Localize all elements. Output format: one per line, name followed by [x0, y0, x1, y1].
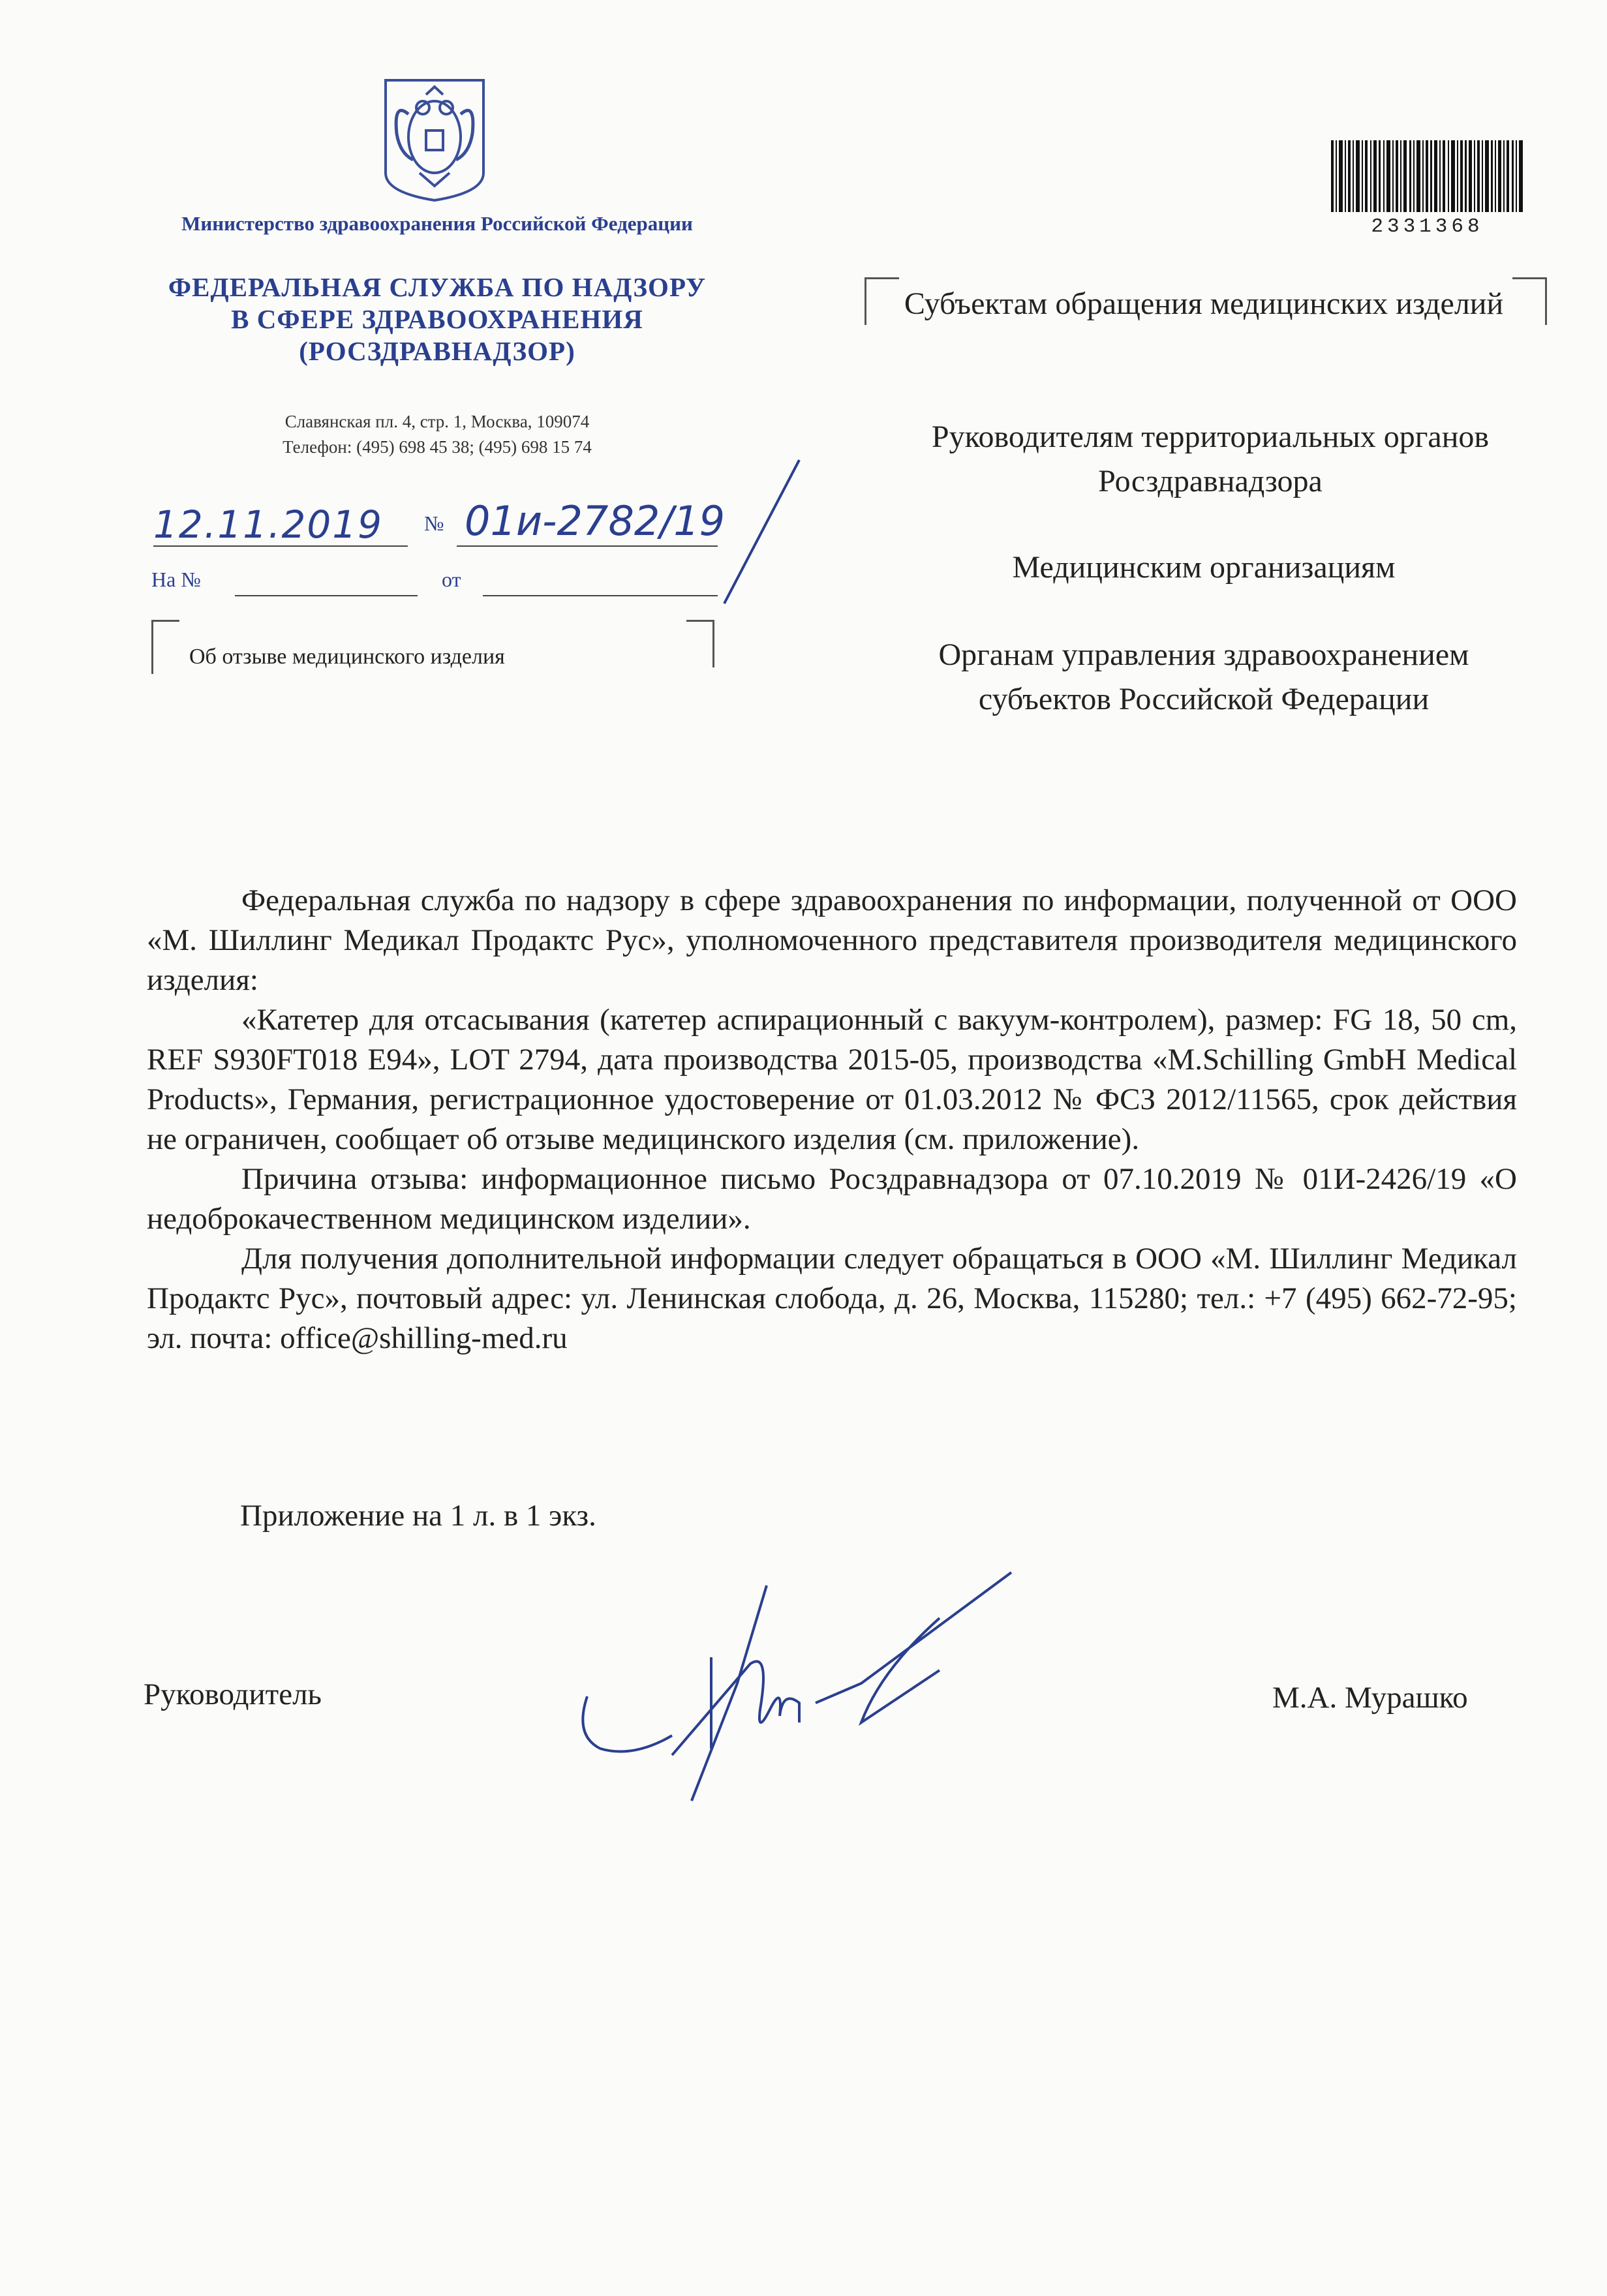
- addressee-2: Руководителям территориальных органов Росздравнадзора: [931, 420, 1490, 498]
- body-paragraph-4: Для получения дополнительной информации следует обращаться в ООО «М. Шиллинг Медикал Продактс Рус», почтовый адрес: ул. Ленинская слобода, д. 26, Москва, 115280; тел.: +7 (495) 662-72-95; эл. почта: office@shilling-med.ru: [147, 1242, 1517, 1355]
- ministry-name: Министерство здравоохранения Российской Федерации: [181, 212, 693, 235]
- barcode-image: [1331, 140, 1523, 212]
- addressee-bracket-right: [1512, 277, 1547, 325]
- subject-bracket-right: [686, 620, 714, 667]
- body-paragraph-2: «Катетер для отсасывания (катетер аспирационный с вакуум-контролем), размер: FG 18, 50 cm, REF S930FT018 E94», LOT 2794, дата производства 2015-05, производства «M.Schilling GmbH Medical Products», Германия, регистрационное удостоверение от 01.03.2012 № ФСЗ 2012/11565, срок действия не ограничен, сообщает об отзыве медицинского изделия (см. приложение).: [147, 1003, 1517, 1156]
- body-paragraph-1: Федеральная служба по надзору в сфере здравоохранения по информации, полученной от ООО «М. Шиллинг Медикал Продактс Рус», уполномоченного представителя производителя медицинского изделия:: [147, 883, 1517, 997]
- letter-subject: Об отзыве медицинского изделия: [189, 645, 505, 669]
- coat-of-arms-emblem: [380, 75, 489, 203]
- registration-date: 12.11.2019: [153, 502, 384, 547]
- registration-no-label: №: [424, 512, 444, 535]
- addressee-bracket-left: [865, 277, 899, 325]
- service-line-3: (РОСЗДРАВНАДЗОР): [299, 336, 575, 366]
- reference-no-label: На №: [151, 568, 201, 591]
- registration-number: 01и-2782/19: [465, 497, 726, 545]
- service-line-1: ФЕДЕРАЛЬНАЯ СЛУЖБА ПО НАДЗОРУ: [168, 272, 707, 302]
- reference-date-line: [483, 595, 718, 596]
- signatory-name: М.А. Мурашко: [1272, 1681, 1468, 1715]
- address-line-1: Славянская пл. 4, стр. 1, Москва, 109074: [284, 412, 590, 431]
- reference-date-label: от: [442, 568, 461, 591]
- number-slash-stroke: [711, 457, 803, 607]
- addressee-1: Субъектам обращения медицинских изделий: [904, 286, 1504, 321]
- body-paragraph-3: Причина отзыва: информационное письмо Росздравнадзора от 07.10.2019 № 01И-2426/19 «О недоброкачественном медицинском изделии».: [147, 1162, 1517, 1236]
- attachment-note: Приложение на 1 л. в 1 экз.: [240, 1499, 596, 1533]
- barcode-number: 2331368: [1371, 215, 1484, 238]
- date-underline: [153, 545, 408, 547]
- addressee-3: Медицинским организациям: [1012, 550, 1396, 585]
- address-line-2: Телефон: (495) 698 45 38; (495) 698 15 74: [283, 437, 592, 457]
- number-underline: [457, 545, 718, 547]
- service-address: [163, 409, 711, 460]
- letter-body: [147, 881, 1517, 1358]
- service-name: [150, 271, 724, 367]
- reference-no-line: [235, 595, 418, 596]
- handwritten-signature: [574, 1540, 1031, 1814]
- addressee-4: Органам управления здравоохранением субъектов Российской Федерации: [938, 637, 1469, 716]
- subject-bracket-left: [151, 620, 179, 674]
- service-line-2: В СФЕРЕ ЗДРАВООХРАНЕНИЯ: [231, 304, 643, 334]
- signatory-role: Руководитель: [144, 1677, 322, 1711]
